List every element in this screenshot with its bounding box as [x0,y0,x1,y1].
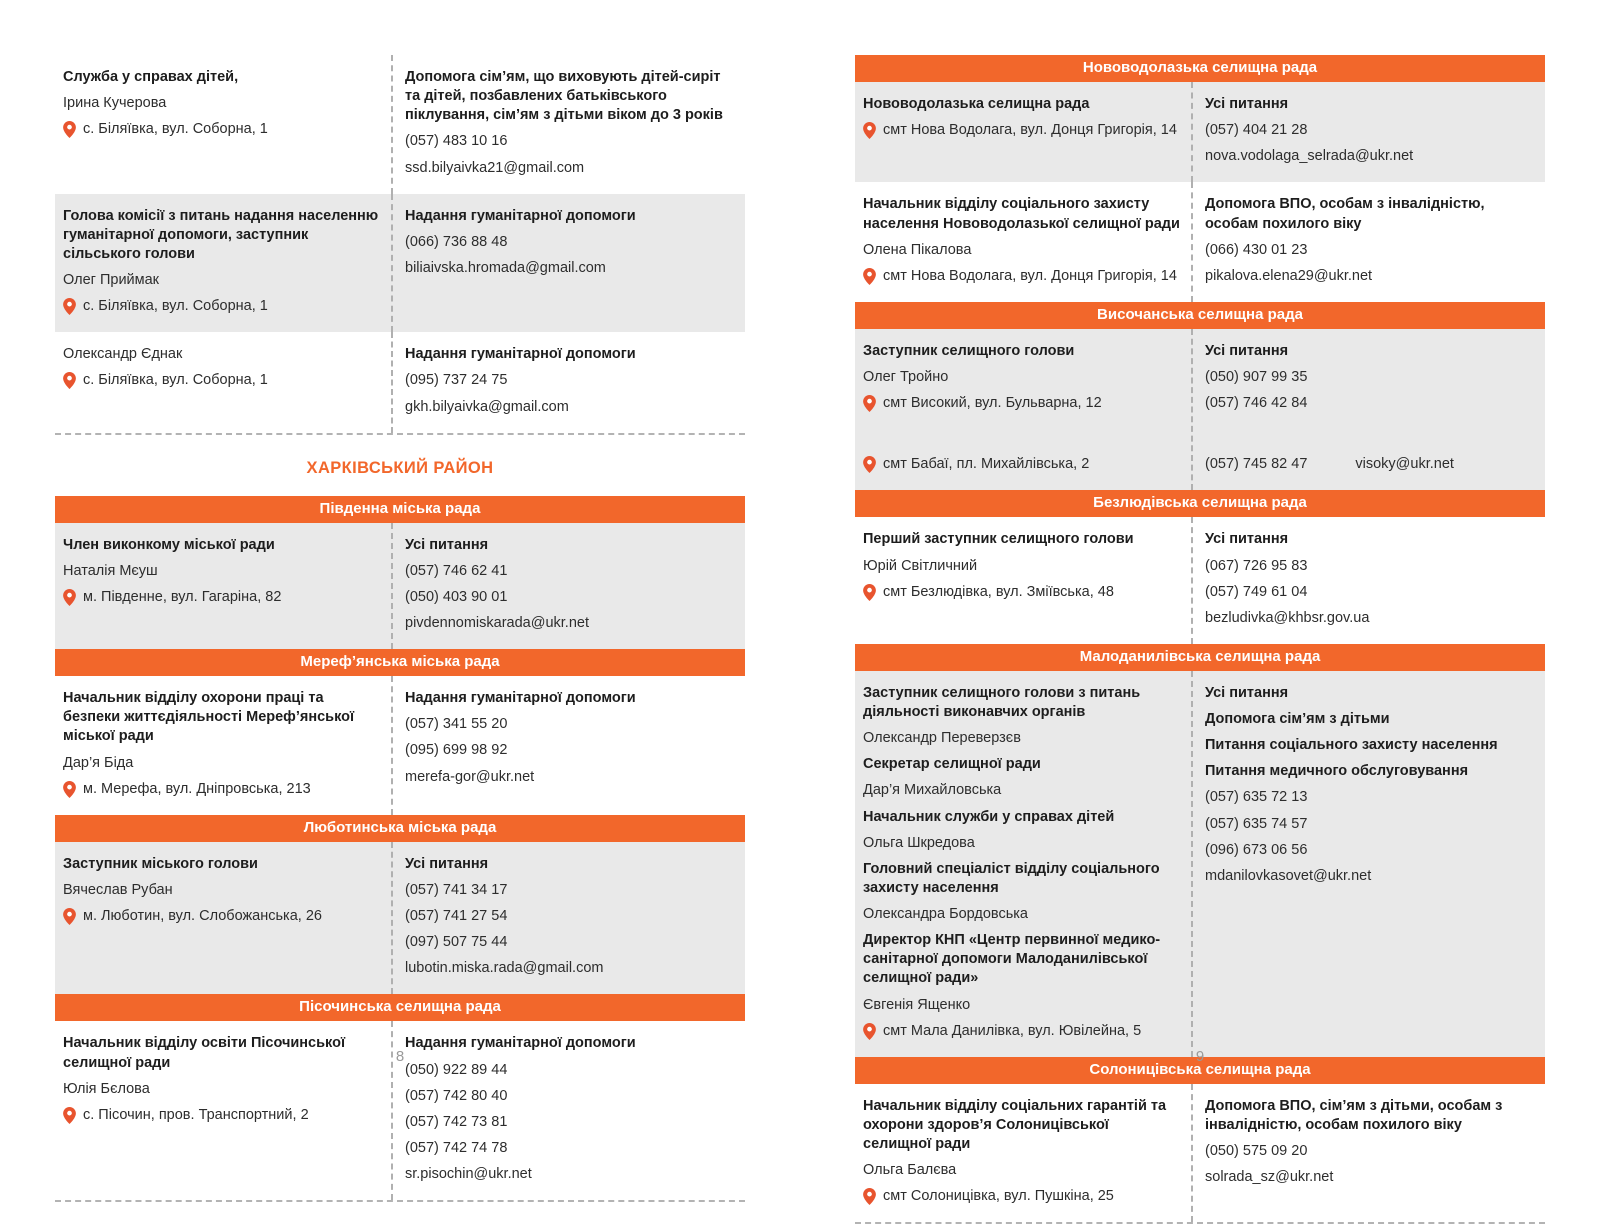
table-row [55,676,745,815]
address-text: м. Люботин, вул. Слобожанська, 26 [83,908,322,924]
email-line: ssd.bilyaivka21@gmail.com [405,159,585,176]
email-line: merefa-gor@ukr.net [405,768,535,785]
position-title: Голова комісії з питань надання населенню гуманітарної допомоги, заступник сільського голови [63,207,379,262]
phone-line: (057) 635 72 13 [1205,789,1308,806]
position-title: Заступник селищного голови [863,342,1075,359]
address-line [863,1187,1181,1206]
section-header: Мереф’янська міська рада [55,649,745,676]
section-header: Люботинська міська рада [55,815,745,842]
location-pin-icon [63,372,76,389]
person-name: Дар’я Біда [63,754,134,771]
person-name: Наталія Мєуш [63,562,158,579]
contact-cell [855,517,1191,644]
topic-line: Допомога ВПО, особам з інвалідністю, особам похилого віку [1205,196,1485,232]
table-row [55,194,745,333]
section-header: Безлюдівська селищна рада [855,490,1545,517]
contact-cell [55,842,391,995]
location-pin-icon [863,395,876,412]
district-title: ХАРКІВСЬКИЙ РАЙОН [306,458,494,477]
table-row [55,523,745,650]
email-line: nova.vodolaga_selrada@ukr.net [1205,148,1414,165]
address-line [63,120,381,139]
contact-cell [55,523,391,650]
topic-line: Надання гуманітарної допомоги [405,690,636,707]
address-line [63,780,381,799]
address-line [63,907,381,926]
table-row [855,182,1545,302]
contact-cell [855,182,1191,302]
address-text: смт Нова Водолага, вул. Донця Григорія, 14 [883,267,1177,284]
topic-line: Усі питання [1205,684,1289,701]
address-line [863,394,1181,413]
topic-cell [391,55,745,194]
section-merefa [55,649,745,815]
vertical-gap [863,420,1181,448]
topic-line: Допомога сім’ям з дітьми [1205,711,1390,727]
table-row [855,82,1545,182]
topic-cell [391,676,745,815]
phone-line: (095) 737 24 75 [405,372,508,389]
topic-line: Усі питання [1205,342,1289,359]
section-pivdenna [55,496,745,650]
page-number-right: 9 [1195,1048,1205,1065]
email-line: gkh.bilyaivka@gmail.com [405,398,569,415]
position-title: Головний спеціаліст відділу соціального захисту населення [863,860,1160,896]
location-pin-icon [63,121,76,138]
topic-line: Допомога ВПО, сім’ям з дітьми, особам з інвалідністю, особам похилого віку [1205,1097,1503,1133]
position-title: Начальник відділу охорони праці та безпеки життєдіяльності Мереф’янської міської ради [63,690,355,745]
phone-line: (050) 575 09 20 [1205,1143,1308,1159]
topic-line: Питання соціального захисту населення [1205,737,1498,754]
contact-cell [55,676,391,815]
person-name: Олександр Переверзєв [863,730,1021,747]
address-line [863,583,1181,602]
address-line [63,371,381,390]
address-text: смт Солоницівка, вул. Пушкіна, 25 [883,1188,1114,1205]
phone-line: (057) 742 74 78 [405,1139,508,1156]
contact-cell [855,671,1191,1057]
phone-line: (067) 726 95 83 [1205,557,1308,574]
location-pin-icon [63,781,76,798]
phone-line: (057) 742 73 81 [405,1113,508,1130]
location-pin-icon [63,589,76,606]
table-row [55,55,745,194]
email-line: lubotin.miska.rada@gmail.com [405,960,604,977]
phone-line: (057) 341 55 20 [405,716,508,733]
location-pin-icon [863,1023,876,1040]
phone-line: (057) 483 10 16 [405,133,508,150]
position-title: Секретар селищної ради [863,756,1041,773]
phone-line: (066) 430 01 23 [1205,241,1308,258]
person-name: Дар’я Михайловська [863,782,1002,799]
phone-line: (057) 745 82 47 [1205,456,1308,473]
topic-cell [1191,82,1545,182]
contact-cell [55,194,391,333]
phone-line: (050) 907 99 35 [1205,369,1308,385]
section-pisochyn [55,994,745,1202]
person-name: Євгенія Ященко [863,996,971,1013]
phone-email-line [1205,455,1535,474]
position-title: Нововодолазька селищна рада [863,96,1090,112]
topic-line: Надання гуманітарної допомоги [405,346,636,363]
section-vysochanska [855,302,1545,491]
email-line: biliaivska.hromada@gmail.com [405,259,606,276]
person-name: Олександра Бордовська [863,906,1028,922]
address-text: смт Мала Данилівка, вул. Ювілейна, 5 [883,1022,1142,1039]
topic-line: Усі питання [405,536,489,553]
address-line [863,121,1181,140]
person-name: Олена Пікалова [863,241,972,258]
position-title: Начальник відділу освіти Пісочинської селищної ради [63,1035,346,1071]
email-line: pivdennomiskarada@ukr.net [405,615,589,631]
table-row [855,329,1545,491]
position-title: Заступник міського голови [63,855,258,872]
page-number-left: 8 [395,1048,405,1065]
person-name: Ольга Шкредова [863,834,975,851]
position-title: Служба у справах дітей, [63,69,239,85]
email-line: solrada_sz@ukr.net [1205,1169,1334,1186]
email-line: sr.pisochin@ukr.net [405,1166,532,1182]
dashed-separator [55,433,745,435]
phone-line: (050) 922 89 44 [405,1061,508,1078]
address-text: с. Пісочин, пров. Транспортний, 2 [83,1106,309,1123]
phone-line: (057) 749 61 04 [1205,583,1308,600]
location-pin-icon [863,268,876,285]
vertical-gap [1205,420,1535,448]
person-name: Юлія Бєлова [63,1080,150,1097]
address-line [63,588,381,607]
section-header: Височанська селищна рада [855,302,1545,329]
location-pin-icon [863,456,876,473]
table-row [855,517,1545,644]
address-text: смт Безлюдівка, вул. Зміївська, 48 [883,583,1114,600]
section-solonytsivka [855,1057,1545,1224]
topic-line: Усі питання [1205,531,1289,548]
phone-line: (057) 742 80 40 [405,1087,508,1104]
person-name: Ольга Балєва [863,1162,957,1179]
contact-cell [55,332,391,432]
section-header: Південна міська рада [55,496,745,523]
contact-cell [855,82,1191,182]
section-bezludivka [855,490,1545,644]
address-text: с. Біляївка, вул. Соборна, 1 [83,121,268,138]
email-line: pikalova.elena29@ukr.net [1205,267,1373,284]
phone-line: (057) 404 21 28 [1205,122,1308,139]
position-title: Директор КНП «Центр первинної медико-санітарної допомоги Малоданилівської селищної ради» [863,932,1161,987]
position-title: Начальник відділу соціального захисту населення Нововодолазької селищної ради [863,196,1180,232]
section-malodanylivka [855,644,1545,1057]
topic-line: Надання гуманітарної допомоги [405,1035,636,1052]
location-pin-icon [63,908,76,925]
section-header: Солоницівська селищна рада [855,1057,1545,1084]
contact-cell [55,55,391,194]
topic-cell [391,842,745,995]
email-line: bezludivka@khbsr.gov.ua [1205,609,1370,626]
position-title: Начальник служби у справах дітей [863,808,1115,825]
topic-line: Допомога сім’ям, що виховують дітей-сиріт та дітей, позбавлених батьківського піклування, сім’ям з дітьми віком до 3 років [405,69,723,124]
person-name: Вячеслав Рубан [63,881,173,898]
topic-cell [391,332,745,432]
person-name: Олег Тройно [863,369,949,385]
position-title: Член виконкому міської ради [63,536,275,553]
section-header: Малоданилівська селищна рада [855,644,1545,671]
address-line [863,455,1181,474]
position-title: Начальник відділу соціальних гарантій та охорони здоров’я Солоницівської селищної ради [863,1097,1167,1152]
phone-line: (096) 673 06 56 [1205,841,1308,858]
table-row [55,842,745,995]
address-text: с. Біляївка, вул. Соборна, 1 [83,372,268,389]
section-header: Пісочинська селищна рада [55,994,745,1021]
topic-cell [1191,182,1545,302]
table-row [55,332,745,432]
address-text: м. Південне, вул. Гагаріна, 82 [83,588,282,605]
email-line: visoky@ukr.net [1355,456,1454,473]
topic-line: Надання гуманітарної допомоги [405,207,636,224]
person-name: Юрій Світличний [863,557,978,574]
section-novovodolazka [855,55,1545,302]
person-name: Олег Приймак [63,272,160,288]
section-bilyaivka [55,55,745,435]
phone-line: (095) 699 98 92 [405,742,508,759]
address-line [863,267,1181,286]
address-text: смт Високий, вул. Бульварна, 12 [883,395,1102,412]
topic-cell [1191,671,1545,1057]
topic-cell [1191,517,1545,644]
address-text: смт Бабаї, пл. Михайлівська, 2 [883,456,1090,473]
section-header: Нововодолазька селищна рада [855,55,1545,82]
table-row [855,1084,1545,1223]
topic-cell [391,523,745,650]
location-pin-icon [63,1107,76,1124]
location-pin-icon [863,584,876,601]
phone-line: (057) 746 62 41 [405,562,508,579]
phone-line: (097) 507 75 44 [405,934,508,951]
location-pin-icon [863,122,876,139]
position-title: Заступник селищного голови з питань діяльності виконавчих органів [863,684,1141,720]
dashed-separator [55,1200,745,1202]
table-row [855,671,1545,1057]
address-text: с. Біляївка, вул. Соборна, 1 [83,298,268,315]
phone-line: (057) 741 27 54 [405,908,508,924]
topic-cell [1191,329,1545,491]
location-pin-icon [63,298,76,315]
phone-line: (057) 741 34 17 [405,881,508,898]
topic-line: Питання медичного обслуговування [1205,763,1469,780]
phone-line: (066) 736 88 48 [405,233,508,250]
phone-line: (057) 635 74 57 [1205,815,1308,832]
topic-cell [1191,1084,1545,1223]
person-name: Олександр Єднак [63,346,183,363]
section-lubotyn [55,815,745,995]
phone-line: (057) 746 42 84 [1205,395,1308,412]
address-line [63,1106,381,1125]
page-8 [55,55,745,1202]
topic-line: Усі питання [1205,96,1289,112]
email-line: mdanilovkasovet@ukr.net [1205,867,1372,884]
topic-cell [391,194,745,333]
person-name: Ірина Кучерова [63,95,167,112]
phone-line: (050) 403 90 01 [405,588,508,605]
contact-cell [855,329,1191,491]
location-pin-icon [863,1188,876,1205]
address-text: смт Нова Водолага, вул. Донця Григорія, 14 [883,122,1177,139]
address-line [863,1022,1181,1041]
topic-line: Усі питання [405,855,489,872]
address-line [63,297,381,316]
address-text: м. Мерефа, вул. Дніпровська, 213 [83,780,311,797]
position-title: Перший заступник селищного голови [863,531,1134,548]
contact-cell [855,1084,1191,1223]
